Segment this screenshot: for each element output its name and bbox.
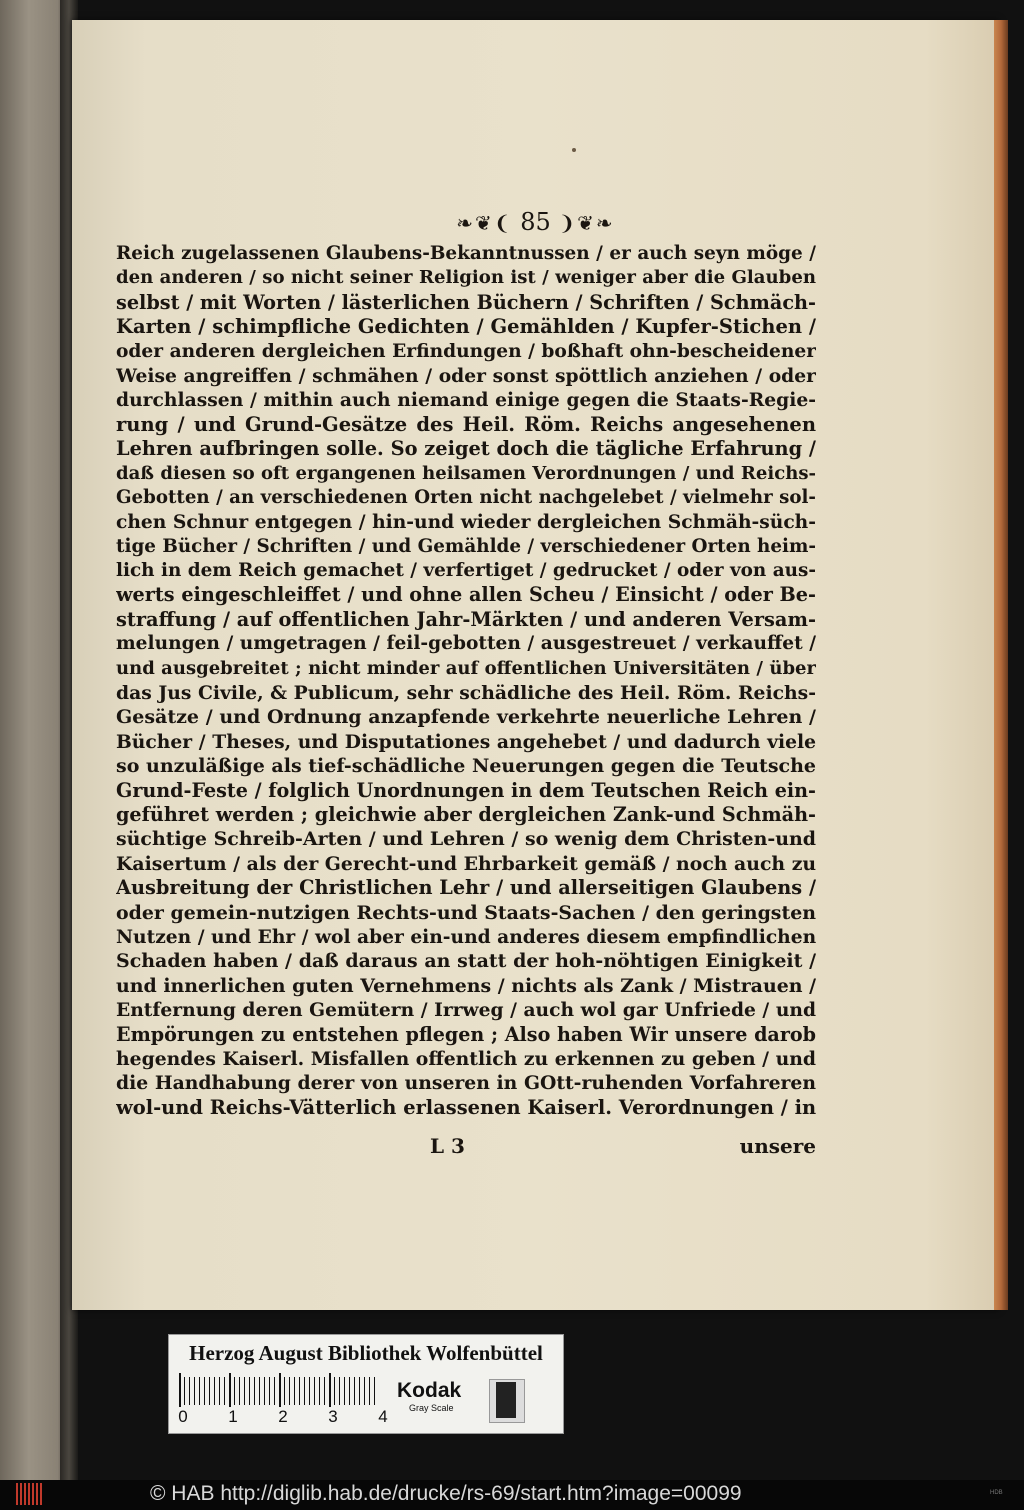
text-line: Schaden haben / daß daraus an statt der hoh-nöhtigen Einigkeit / xyxy=(116,950,816,973)
text-line: Bücher / Theses, und Disputationes angehebet / und dadurch viele xyxy=(116,730,816,753)
library-name: Herzog August Bibliothek Wolfenbüttel xyxy=(189,1341,543,1365)
page-number: 85 xyxy=(520,208,551,236)
library-label xyxy=(168,1334,564,1434)
text-line: Weise angreiffen / schmähen / oder sonst spöttlich anziehen / oder xyxy=(116,364,816,387)
text-line: durchlassen / mithin auch niemand einige gegen die Staats-Regie- xyxy=(116,389,816,412)
text-line: oder anderen dergleichen Erfindungen / boßhaft ohn-bescheidener xyxy=(116,340,816,362)
copyright-text: © HAB http://diglib.hab.de/drucke/rs-69/start.htm?image=00099 xyxy=(150,1482,742,1505)
text-line: Grund-Feste / folglich Unordnungen in dem Teutschen Reich ein- xyxy=(116,778,816,802)
signature-mark: L 3 xyxy=(430,1134,465,1158)
page-footer xyxy=(116,1134,816,1162)
page-header xyxy=(72,208,999,236)
text-line: tige Bücher / Schriften / und Gemählde / verschiedener Orten heim- xyxy=(116,535,816,557)
gray-patch xyxy=(489,1379,525,1423)
text-line: Empörungen zu entstehen pflegen ; Also haben Wir unsere darob xyxy=(116,1022,816,1046)
text-line: lich in dem Reich gemachet / verfertiget / gedrucket / oder von aus- xyxy=(116,560,816,582)
text-line: wol-und Reichs-Vätterlich erlassenen Kaiserl. Verordnungen / in xyxy=(116,1095,816,1119)
text-line: straffung / auf offentlichen Jahr-Märkten / und anderen Versam- xyxy=(116,607,816,631)
text-line: Kaisertum / als der Gerecht-und Ehrbarkeit gemäß / noch auch zu xyxy=(116,852,816,875)
page-speck xyxy=(572,148,576,152)
text-line: rung / und Grund-Gesätze des Heil. Röm. Reichs angesehenen xyxy=(116,412,816,436)
document-page xyxy=(72,20,999,1310)
text-line: süchtige Schreib-Arten / und Lehren / so wenig dem Christen-und xyxy=(116,828,816,851)
gray-scale-caption: Gray Scale xyxy=(409,1403,454,1413)
text-line: Nutzen / und Ehr / wol aber ein-und anderes diesem empfindlichen xyxy=(116,925,816,948)
corner-mark: HDB xyxy=(990,1490,1003,1496)
catchword: unsere xyxy=(739,1134,816,1158)
ruler-major-ticks xyxy=(179,1373,379,1407)
ruler-number: 4 xyxy=(378,1407,388,1426)
text-line: so unzuläßige als tief-schädliche Neuerungen gegen die Teutsche xyxy=(116,755,816,778)
text-line: chen Schnur entgegen / hin-und wieder dergleichen Schmäh-süch- xyxy=(116,511,816,534)
text-line: und ausgebreitet ; nicht minder auf offentlichen Universitäten / über xyxy=(116,657,816,679)
kodak-brand: Kodak xyxy=(397,1379,462,1402)
ornament-right: ❩❦❧ xyxy=(558,211,615,235)
text-line: selbst / mit Worten / lästerlichen Büchern / Schriften / Schmäch- xyxy=(116,290,816,314)
ruler-number: 2 xyxy=(278,1407,288,1426)
ornament-left: ❧❦❨ xyxy=(456,211,513,235)
gray-patch-dark xyxy=(496,1382,516,1418)
text-line: werts eingeschleiffet / und ohne allen Scheu / Einsicht / oder Be- xyxy=(116,583,816,607)
hab-logo-icon xyxy=(16,1483,44,1505)
text-line: das Jus Civile, & Publicum, sehr schädliche des Heil. Röm. Reichs- xyxy=(116,682,816,705)
text-line: Ausbreitung der Christlichen Lehr / und allerseitigen Glaubens / xyxy=(116,876,816,900)
text-line: Lehren aufbringen solle. So zeiget doch die tägliche Erfahrung / xyxy=(116,437,816,461)
text-line: Gesätze / und Ordnung anzapfende verkehrte neuerliche Lehren / xyxy=(116,706,816,729)
text-line: Entfernung deren Gemütern / Irrweg / auch wol gar Unfriede / und xyxy=(116,999,816,1022)
text-line: hegendes Kaiserl. Misfallen offentlich zu erkennen zu geben / und xyxy=(116,1047,816,1070)
ruler-number: 1 xyxy=(228,1407,238,1426)
body-text xyxy=(116,242,816,1120)
text-line: oder gemein-nutzigen Rechts-und Staats-Sachen / den geringsten xyxy=(116,901,816,924)
text-line: Gebotten / an verschiedenen Orten nicht nachgelebet / vielmehr sol- xyxy=(116,486,816,508)
text-line: Reich zugelassenen Glaubens-Bekanntnussen / er auch seyn möge / xyxy=(116,243,816,264)
ruler-number: 3 xyxy=(328,1407,338,1426)
text-line: und innerlichen guten Vernehmens / nichts als Zank / Mistrauen / xyxy=(116,974,816,997)
text-line: den anderen / so nicht seiner Religion ist / weniger aber die Glauben xyxy=(116,267,816,289)
page-edge xyxy=(994,20,1008,1310)
text-line: Karten / schimpfliche Gedichten / Gemählden / Kupfer-Stichen / xyxy=(116,315,816,339)
text-line: geführet werden ; gleichwie aber dergleichen Zank-und Schmäh- xyxy=(116,802,816,826)
ruler-number: 0 xyxy=(178,1407,188,1426)
ruler-numbers xyxy=(173,1407,393,1427)
text-line: daß diesen so oft ergangenen heilsamen Verordnungen / und Reichs- xyxy=(116,462,816,484)
text-line: melungen / umgetragen / feil-gebotten / ausgestreuet / verkauffet / xyxy=(116,633,816,655)
text-line: die Handhabung derer von unseren in GOtt-ruhenden Vorfahreren xyxy=(116,1072,816,1095)
